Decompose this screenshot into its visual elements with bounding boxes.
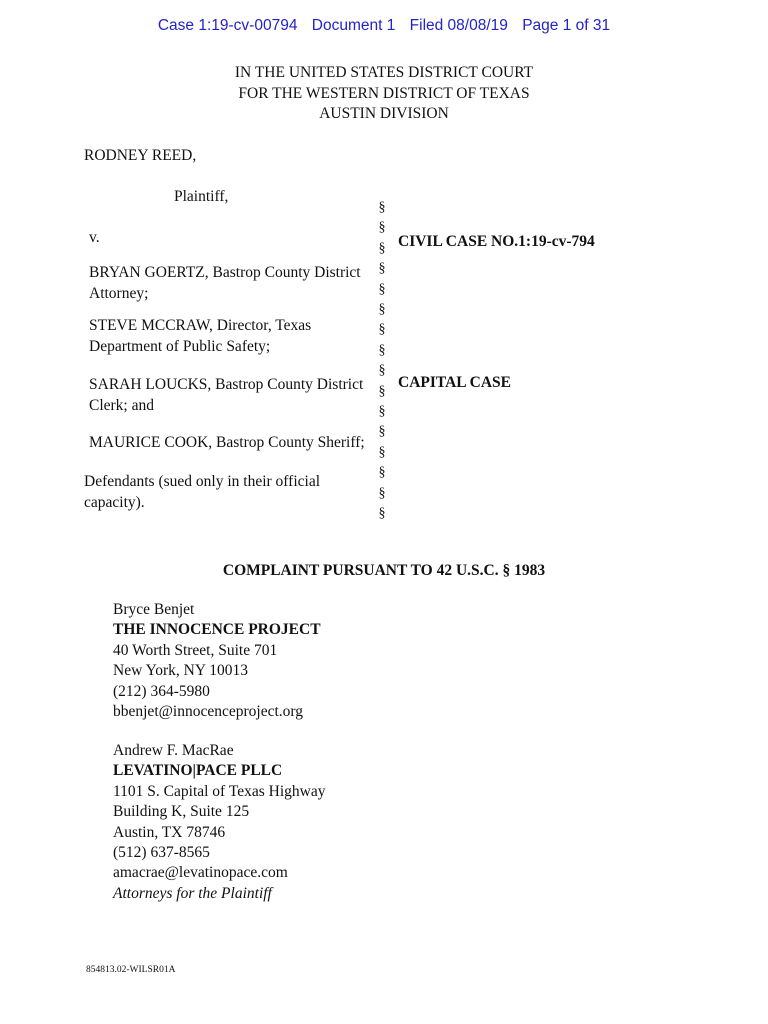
section-symbol: § [378, 220, 386, 236]
plaintiff-name: RODNEY REED, [84, 147, 197, 164]
document-title: COMPLAINT PURSUANT TO 42 U.S.C. § 1983 [222, 562, 546, 579]
section-symbol: § [378, 200, 386, 215]
attorney-name: Bryce Benjet [113, 601, 195, 618]
section-symbol: § [378, 383, 386, 399]
firm-name: LEVATINO|PACE PLLC [113, 762, 283, 780]
phone: (212) 364-5980 [113, 682, 210, 700]
court-heading [0, 63, 768, 125]
section-symbol: § [378, 404, 386, 420]
phone: (512) 637-8565 [113, 844, 210, 862]
section-symbol: § [378, 302, 386, 318]
section-symbol: § [378, 485, 386, 501]
address-line: Austin, TX 78746 [113, 823, 226, 841]
ecf-header [0, 17, 768, 35]
section-symbol: § [378, 342, 386, 358]
section-symbol: § [378, 322, 386, 338]
court-line-3: AUSTIN DIVISION [319, 105, 449, 122]
section-symbol: § [378, 444, 386, 460]
attorney-name: Andrew F. MacRae [113, 742, 234, 759]
attorney-block-innocence-project [113, 600, 321, 722]
defendant-goertz: BRYAN GOERTZ, Bastrop County District Attorney; [89, 264, 361, 302]
section-symbol: § [378, 363, 386, 379]
section-symbol-column [376, 198, 388, 525]
court-line-2: FOR THE WESTERN DISTRICT OF TEXAS [238, 84, 530, 102]
section-symbol: § [378, 281, 386, 297]
section-symbol: § [378, 261, 386, 277]
address-line: 40 Worth Street, Suite 701 [113, 641, 278, 659]
filed-date: Filed 08/08/19 [409, 17, 508, 34]
versus: v. [89, 229, 100, 246]
civil-case-number: CIVIL CASE NO.1:19-cv-794 [398, 233, 595, 250]
attorney-role: Attorneys for the Plaintiff [113, 884, 272, 902]
plaintiff-label: Plaintiff, [174, 188, 229, 205]
defendant-loucks: SARAH LOUCKS, Bastrop County District Clerk; and [89, 376, 364, 414]
attorney-block-levatino-pace [113, 741, 325, 904]
firm-name: THE INNOCENCE PROJECT [113, 621, 321, 639]
email: amacrae@levatinopace.com [113, 864, 288, 882]
capital-case: CAPITAL CASE [398, 374, 511, 391]
email: bbenjet@innocenceproject.org [113, 703, 304, 721]
section-symbol: § [378, 465, 386, 481]
address-line: New York, NY 10013 [113, 662, 249, 680]
page-number: Page 1 of 31 [522, 17, 611, 34]
section-symbol: § [378, 240, 386, 256]
court-line-1: IN THE UNITED STATES DISTRICT COURT [234, 64, 534, 81]
case-number: Case 1:19-cv-00794 [157, 17, 298, 34]
defendant-cook: MAURICE COOK, Bastrop County Sheriff; [89, 434, 365, 451]
defendant-mccraw: STEVE MCCRAW, Director, Texas Department of Public Safety; [89, 317, 312, 355]
section-symbol: § [378, 424, 386, 440]
defendants-note: Defendants (sued only in their official capacity). [84, 473, 321, 511]
address-line: 1101 S. Capital of Texas Highway [113, 782, 326, 800]
address-line: Building K, Suite 125 [113, 803, 250, 821]
document-footer-id: 854813.02-WILSR01A [86, 965, 176, 975]
document-number: Document 1 [311, 17, 396, 34]
section-symbol: § [378, 506, 386, 522]
